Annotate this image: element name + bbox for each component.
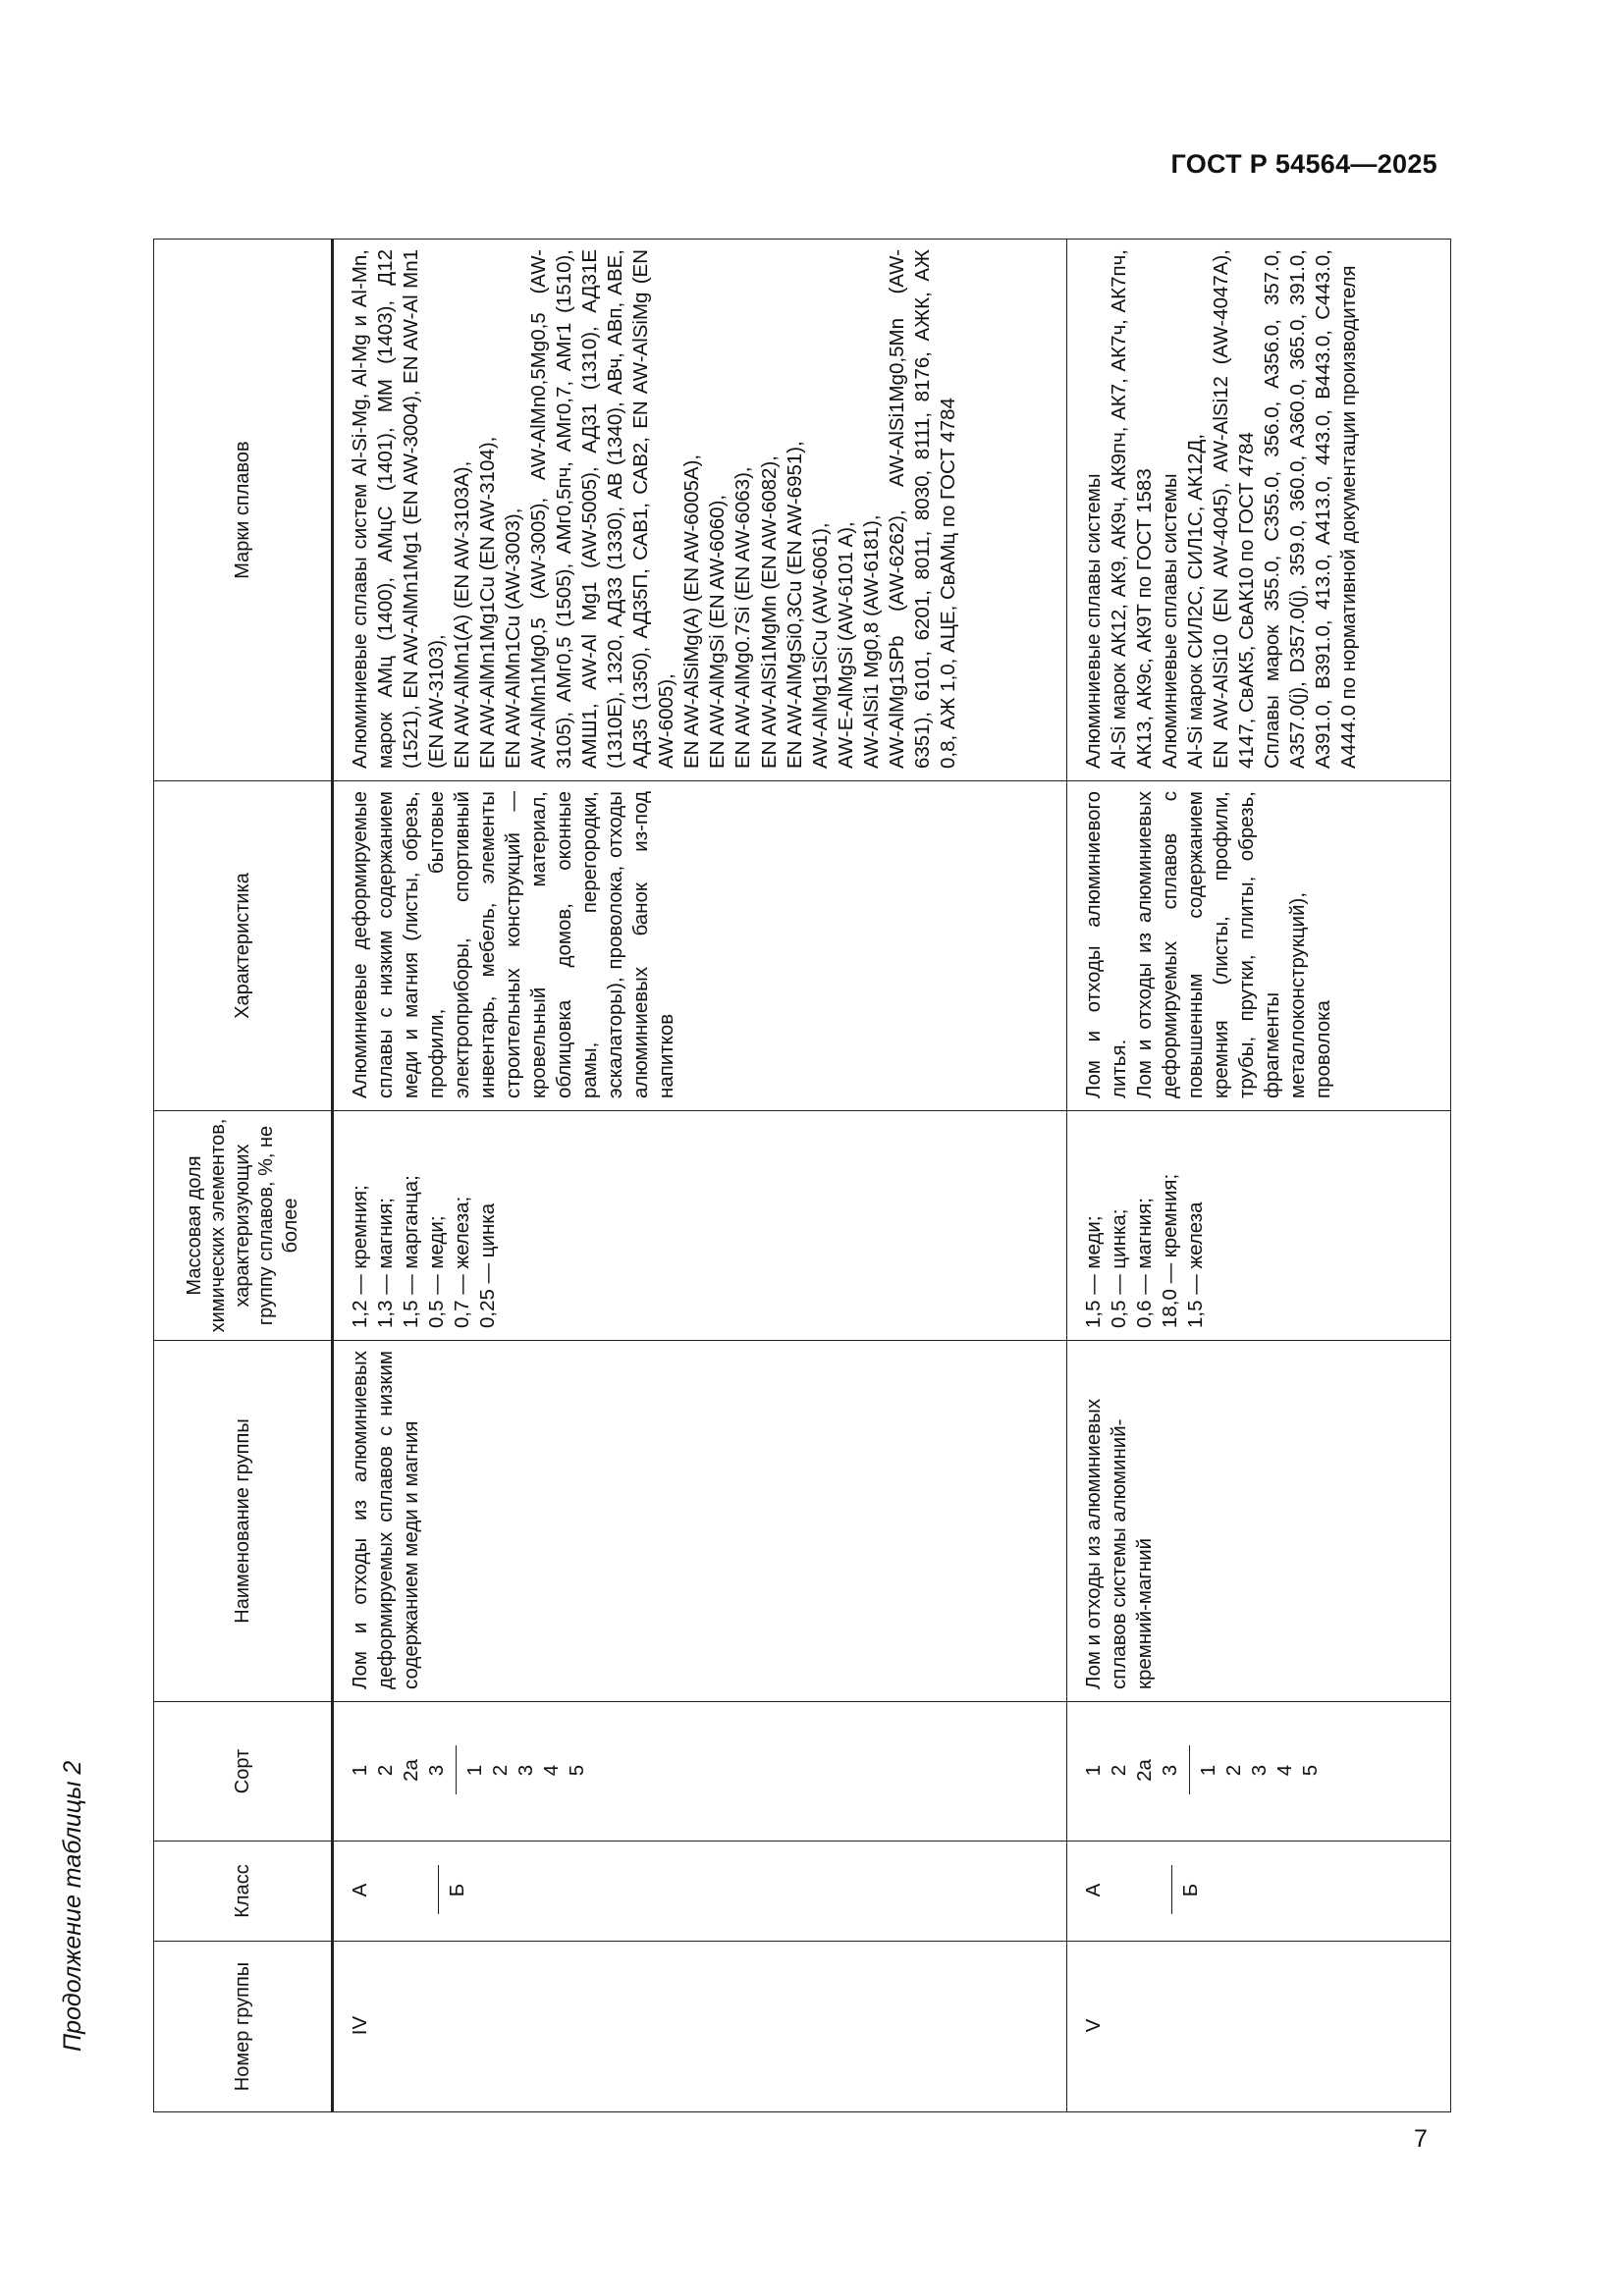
characteristic-line: Лом и отходы алюминиевого литья. — [1082, 791, 1131, 1098]
header-characteristic: Характеристика — [154, 781, 333, 1111]
alloy-groups-table — [153, 239, 1451, 2112]
class-b: Б — [446, 1883, 469, 1897]
grade-item: 1 — [349, 1764, 371, 1777]
alloy-grade-line: EN AW-AlSi10 (EN AW-4045), AW-AlSi12 (AW-4047A), 4147, СвАК5, СвАК10 по ГОСТ 4784 — [1210, 249, 1259, 769]
header-alloy-grades: Марки сплавов — [154, 240, 333, 781]
alloy-grade-line: AW-AlMg1SiCu (AW-6061), — [808, 522, 832, 769]
mass-fraction-item: 18,0 — кремния; — [1159, 1173, 1182, 1328]
grade-item: 4 — [540, 1764, 564, 1777]
alloy-grade-line: AW-AlMn1Mg0,5 (AW-3005), AW-AlMn0,5Mg0,5 (AW-3105), АМг0,5 (1505), АМг0,5пч, АМг0,7, АМг1 (1510), АМШ1, AW-Al Mg1 (AW-5005), АД31 (1310), АД31Е (1310Е), 1320, АД33 (1330), АВ (1340), АВч, АВп, АВЕ, АД35 (1350), АД35П, САВ1, САВ2, EN AW-AlSiMg (EN AW-6005), — [527, 249, 678, 769]
grade-divider — [456, 1746, 457, 1795]
grade-item: 2а — [1133, 1759, 1157, 1782]
grade-item: 1 — [1082, 1764, 1105, 1777]
mass-fraction-item: 0,6 — магния; — [1133, 1198, 1157, 1328]
grade-item: 3 — [425, 1764, 449, 1777]
class-a: А — [1082, 1883, 1105, 1897]
mass-fraction-item: 1,5 — железа — [1184, 1201, 1208, 1328]
grade-item: 4 — [1273, 1764, 1297, 1777]
grade-item: 5 — [1299, 1764, 1323, 1777]
alloy-grade-line: EN AW-AlSi1MgMn (EN AW-6082), — [757, 455, 781, 769]
alloy-grade-line: AW-AlMg1SPb (AW-6262), AW-AlSi1Mg0,5Mn (AW-6351), 6101, 6201, 8011, 8030, 8111, 8176, АЖК, АЖ 0,8, АЖ 1,0, АЦЕ, СвАМц по ГОСТ 4784 — [885, 249, 959, 769]
table-row — [333, 240, 1067, 2112]
alloy-grade-line: EN AW-AlSiMg(A) (EN AW-6005A), — [680, 454, 704, 769]
alloy-grade-line: EN AW-AlMn1(A) (EN AW-3103A), — [451, 460, 474, 769]
class-cell — [1067, 1842, 1451, 1942]
table-row — [1067, 240, 1451, 2112]
group-name-cell: Лом и отходы из алюминиевых сплавов системы алюминий-кремний-магний — [1067, 1341, 1451, 1702]
grade-item: 3 — [1159, 1764, 1182, 1777]
grade-cell — [333, 1702, 1067, 1842]
grade-item: 3 — [1248, 1764, 1272, 1777]
mass-fraction-cell — [1067, 1111, 1451, 1341]
header-mass-fraction: Массовая доля химических элементов, характеризующих группу сплавов, %, не более — [154, 1111, 333, 1341]
alloy-grades-cell — [1067, 240, 1451, 781]
alloy-grade-line: AW-E-AlMgSi (AW-6101 A), — [834, 521, 857, 769]
characteristic-cell: Алюминиевые деформируемые сплавы с низким содержанием меди и магния (листы, обрезь, профили, бытовые электроприборы, спортивный инвентарь, мебель, элементы строительных конструкций — кровельный материал, облицовка домов, оконные рамы, перегородки, эскалаторы), проволока, отходы алюминиевых банок из-под напитков — [333, 781, 1067, 1111]
mass-fraction-item: 0,25 — цинка — [476, 1202, 500, 1328]
group-number: IV — [349, 2015, 371, 2036]
mass-fraction-item: 1,3 — магния; — [374, 1198, 398, 1328]
header-class: Класс — [154, 1842, 333, 1942]
class-b: Б — [1179, 1883, 1203, 1897]
group-name-cell: Лом и отходы из алюминиевых деформируемых сплавов с низким содержанием меди и магния — [333, 1341, 1067, 1702]
group-number-cell — [1067, 1942, 1451, 2112]
grade-item: 5 — [566, 1764, 589, 1777]
mass-fraction-item: 1,5 — марганца; — [400, 1175, 423, 1328]
mass-fraction-item: 0,7 — железа; — [451, 1196, 474, 1328]
class-divider — [1171, 1866, 1172, 1915]
table-caption: Продолжение таблицы 2 — [59, 1760, 86, 2052]
alloy-grade-line: Сплавы марок 355.0, C355.0, 356.0, A356.0, 357.0, A357.0(j), D357.0(j), 359.0, 360.0, A360.0, 365.0, 391.0, A391.0, B391.0, 413.0, A413.0, 443.0, B443.0, C443.0, A444.0 по нормативной документации производителя — [1261, 249, 1361, 769]
class-a: А — [349, 1883, 371, 1897]
grade-item: 2 — [1222, 1764, 1246, 1777]
header-group-name: Наименование группы — [154, 1341, 333, 1702]
alloy-grade-line: EN AW-AlMn1Mg1Cu (EN AW-3104), — [476, 436, 500, 769]
grade-item: 3 — [514, 1764, 538, 1777]
grade-cell — [1067, 1702, 1451, 1842]
group-number-cell — [333, 1942, 1067, 2112]
mass-fraction-item: 1,5 — меди; — [1082, 1215, 1105, 1328]
grade-divider — [1189, 1746, 1190, 1795]
alloy-grade-line: EN AW-AlMgSi0,3Cu (EN AW-6951), — [783, 441, 806, 769]
grade-item: 1 — [1197, 1764, 1220, 1777]
standard-code: ГОСТ Р 54564—2025 — [1170, 149, 1437, 179]
mass-fraction-item: 1,2 — кремния; — [349, 1185, 371, 1328]
grade-item: 1 — [463, 1764, 487, 1777]
mass-fraction-item: 0,5 — цинка; — [1108, 1208, 1131, 1328]
grade-item: 2 — [489, 1764, 513, 1777]
characteristic-line: Лом и отходы из алюминиевых деформируемых сплавов с повышенным содержанием кремния (листы, профили, трубы, прутки, плиты, обрезь, фрагменты металлоконструкций), проволока — [1133, 791, 1335, 1098]
table-header-row — [154, 240, 333, 2112]
class-cell — [333, 1842, 1067, 1942]
class-divider — [438, 1866, 439, 1915]
alloy-grade-line: Алюминиевые сплавы системы — [1159, 473, 1182, 769]
mass-fraction-cell — [333, 1111, 1067, 1341]
alloy-grade-line: Алюминиевые сплавы систем Al-Si-Mg, Al-Mg и Al-Mn, марок АМц (1400), АМцС (1401), ММ (1403), Д12 (1521), EN AW-AlMn1Mg1 (EN AW-3004), EN AW-Al Mn1 (EN AW-3103), — [349, 249, 449, 769]
alloy-grade-line: EN AW-AlMg0.7Si (EN AW-6063), — [731, 466, 755, 769]
header-group-number: Номер группы — [154, 1942, 333, 2112]
rotated-table-container — [153, 240, 1451, 2112]
alloy-grade-line: Al-Si марок СИЛ2С, СИЛ1С, АК12Д, — [1184, 433, 1208, 769]
header-grade: Сорт — [154, 1702, 333, 1842]
mass-fraction-item: 0,5 — меди; — [425, 1215, 449, 1328]
alloy-grades-cell — [333, 240, 1067, 781]
grade-item: 2а — [400, 1759, 423, 1782]
grade-item: 2 — [1108, 1764, 1131, 1777]
grade-item: 2 — [374, 1764, 398, 1777]
characteristic-cell — [1067, 781, 1451, 1111]
alloy-grade-line: Алюминиевые сплавы системы — [1082, 473, 1105, 769]
alloy-grade-line: AW-AlSi1 Mg0,8 (AW-6181), — [859, 514, 883, 769]
page-number: 7 — [1414, 2125, 1428, 2153]
alloy-grade-line: Al-Si марок АК12, АК9, АК9ч, АК9пч, АК7, АК7ч, АК7пч, АК13, АК9с, АК9Т по ГОСТ 1583 — [1108, 249, 1157, 769]
group-number: V — [1082, 2018, 1105, 2033]
alloy-grade-line: EN AW-AlMn1Cu (AW-3003), — [502, 507, 525, 769]
alloy-grade-line: EN AW-AlMgSi (EN AW-6060), — [706, 494, 730, 769]
